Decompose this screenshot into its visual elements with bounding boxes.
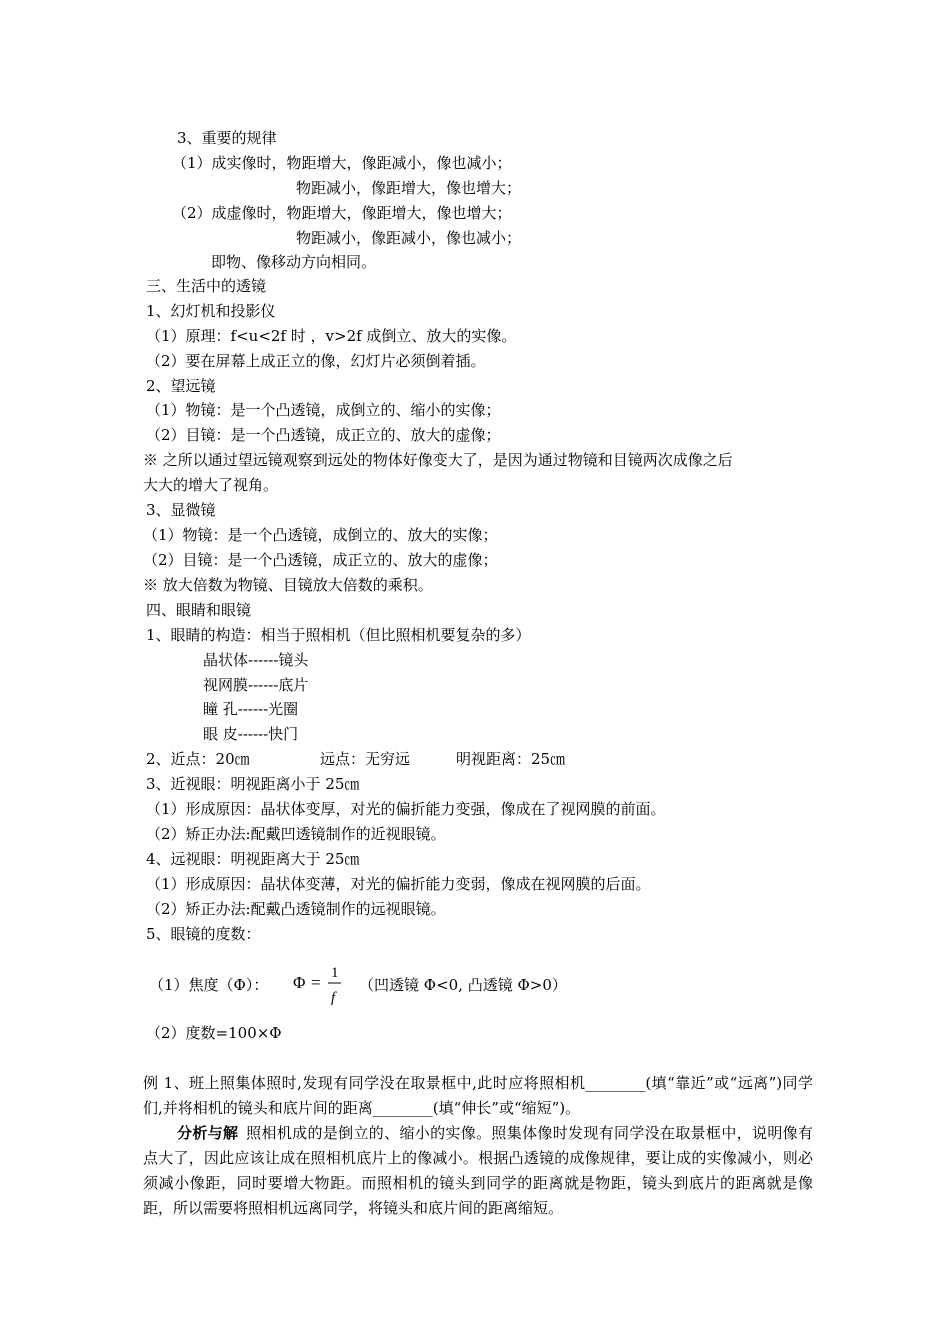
- eye-structure-title: 1、眼睛的构造：相当于照相机（但比照相机要复杂的多）: [146, 626, 531, 644]
- rule-real-image-increase: （1）成实像时，物距增大，像距减小，像也减小；: [172, 154, 512, 172]
- focal-power-sign-note: （凹透镜 Φ<0, 凸透镜 Φ>0）: [359, 976, 567, 994]
- myopia-title: 3、近视眼：明视距离小于 25㎝: [146, 775, 360, 793]
- microscope-objective: （1）物镜：是一个凸透镜，成倒立的、放大的实像；: [143, 526, 498, 544]
- projector-slide-note: （2）要在屏幕上成正立的像，幻灯片必须倒着插。: [146, 352, 486, 370]
- microscope-note: ※ 放大倍数为物镜、目镜放大倍数的乘积。: [143, 576, 433, 594]
- rule-virtual-image-decrease: 物距减小，像距减小，像也减小；: [296, 229, 522, 247]
- formula-numerator: 1: [331, 965, 339, 981]
- hyperopia-correction: （2）矫正办法:配戴凸透镜制作的远视眼镜。: [146, 900, 446, 918]
- eye-part-eyelid: 眼 皮------快门: [203, 725, 299, 743]
- eye-part-pupil: 瞳 孔------光圈: [203, 700, 299, 718]
- glasses-degree-title: 5、眼镜的度数：: [146, 925, 261, 943]
- hyperopia-cause: （1）形成原因：晶状体变薄，对光的偏折能力变弱，像成在视网膜的后面。: [146, 875, 651, 893]
- myopia-correction: （2）矫正办法:配戴凹透镜制作的近视眼镜。: [146, 825, 446, 843]
- formula-equals: =: [311, 973, 321, 992]
- rule-real-image-decrease: 物距减小，像距增大，像也增大；: [296, 179, 522, 197]
- far-point: 远点：无穷远: [320, 750, 411, 768]
- myopia-cause: （1）形成原因：晶状体变厚，对光的偏折能力变强，像成在了视网膜的前面。: [146, 800, 666, 818]
- analysis-label: 分析与解: [177, 1124, 239, 1142]
- telescope-title: 2、望远镜: [146, 377, 216, 395]
- projector-title: 1、幻灯机和投影仪: [146, 302, 276, 320]
- microscope-title: 3、显微镜: [146, 501, 216, 519]
- formula-phi: Φ: [293, 973, 306, 992]
- example-1-question: 例 1、班上照集体照时,发现有同学没在取景框中,此时应将照相机________(填“靠近”或“远离”)同学们,并将相机的镜头和底片间的距离________(填“伸长”或“缩短”)。: [143, 1074, 813, 1117]
- focal-power-label: （1）焦度（Φ）：: [149, 976, 269, 994]
- clear-vision-distance: 明视距离：25㎝: [456, 750, 566, 768]
- rule-summary: 即物、像移动方向相同。: [211, 253, 377, 271]
- telescope-note-line1: ※ 之所以通过望远镜观察到远处的物体好像变大了，是因为通过物镜和目镜两次成像之后: [143, 451, 733, 469]
- analysis-text: 照相机成的是倒立的、缩小的实像。照集体像时发现有同学没在取景框中，说明像有点大了，因此应该让成在照相机底片上的像减小。根据凸透镜的成像规律，要让成的实像减小，则必须减小像距，同时要增大物距。而照相机的镜头到同学的距离就是物距，镜头到底片的距离就是像距，所以需要将照相机远离同学，将镜头和底片间的距离缩短。: [143, 1124, 813, 1217]
- focal-power-equation: [287, 960, 357, 1010]
- rule-title: 3、重要的规律: [177, 129, 277, 147]
- projector-principle: （1）原理：f<u<2f 时 ，v>2f 成倒立、放大的实像。: [146, 327, 517, 345]
- example-1-analysis: [143, 1121, 813, 1221]
- rule-virtual-image-increase: （2）成虚像时，物距增大，像距增大，像也增大；: [172, 204, 512, 222]
- microscope-eyepiece: （2）目镜：是一个凸透镜，成正立的、放大的虚像；: [143, 551, 498, 569]
- eye-part-retina: 视网膜------底片: [203, 676, 309, 694]
- telescope-note-line2: 大大的增大了视角。: [143, 476, 279, 494]
- section-3-title: 三、生活中的透镜: [146, 277, 267, 295]
- hyperopia-title: 4、远视眼：明视距离大于 25㎝: [146, 850, 360, 868]
- near-point: 2、近点：20㎝: [146, 750, 250, 768]
- glasses-degree-formula: （2）度数=100×Φ: [146, 1024, 282, 1042]
- eye-part-lens: 晶状体------镜头: [203, 651, 309, 669]
- formula-denominator: f: [331, 990, 336, 1006]
- telescope-eyepiece: （2）目镜：是一个凸透镜，成正立的、放大的虚像；: [146, 426, 501, 444]
- telescope-objective: （1）物镜：是一个凸透镜，成倒立的、缩小的实像；: [146, 401, 501, 419]
- section-4-title: 四、眼睛和眼镜: [146, 601, 252, 619]
